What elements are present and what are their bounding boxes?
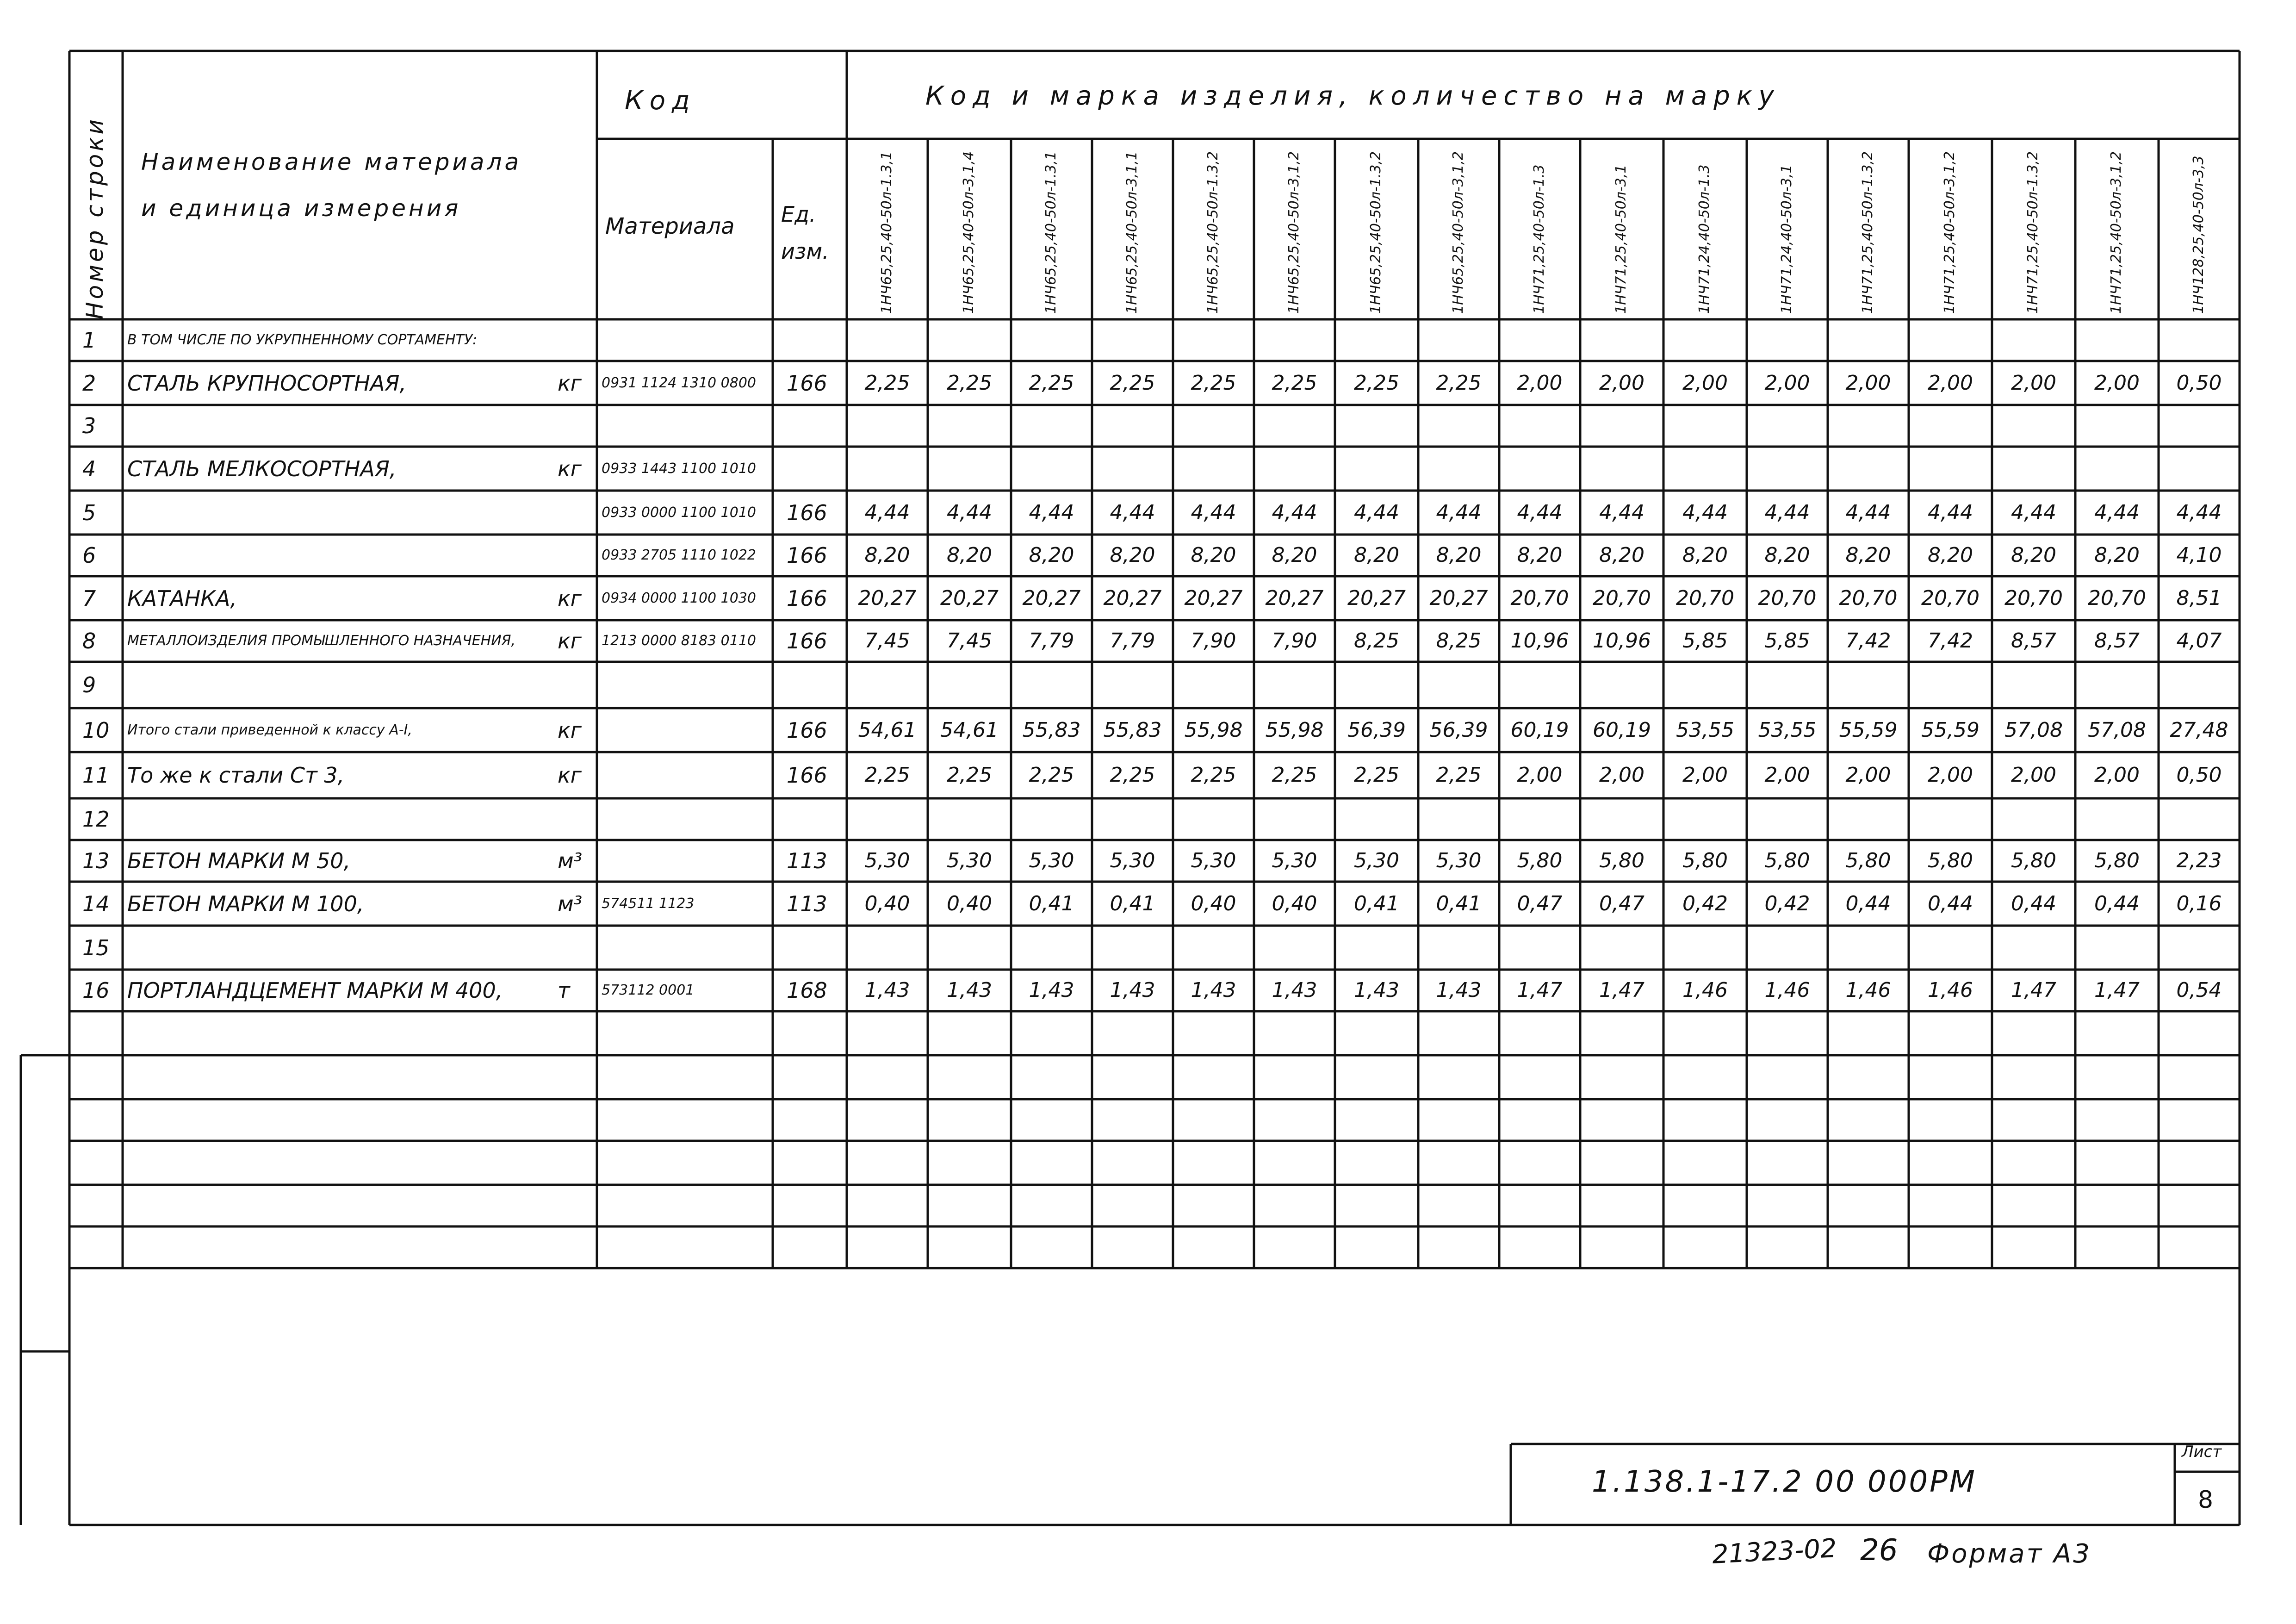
quantity-cell: 7,79 — [1029, 629, 1074, 653]
quantity-cell: 0,42 — [1682, 891, 1728, 915]
quantity-cell: 4,44 — [1764, 500, 1810, 524]
unit-label: кг — [558, 628, 582, 653]
quantity-cell: 2,00 — [1682, 371, 1728, 395]
quantity-cell: 10,96 — [1510, 629, 1569, 653]
quantity-cell: 2,00 — [1682, 763, 1728, 787]
quantity-cell: 2,25 — [1029, 371, 1074, 395]
quantity-cell: 60,19 — [1510, 718, 1569, 742]
quantity-cell: 8,20 — [1191, 543, 1236, 567]
quantity-cell: 2,00 — [1517, 371, 1563, 395]
quantity-cell: 5,30 — [1272, 849, 1317, 872]
quantity-cell: 8,20 — [2094, 543, 2140, 567]
quantity-cell: 5,30 — [1110, 849, 1155, 872]
material-name: БЕТОН МАРКИ М 50, — [127, 848, 351, 873]
quantity-cell: 53,55 — [1758, 718, 1817, 742]
unit-code: 168 — [787, 978, 827, 1003]
product-mark: 1НЧ65,25,40-50л-1.3,1 — [878, 151, 895, 314]
material-code: 0933 0000 1100 1010 — [602, 504, 756, 521]
quantity-cell: 5,80 — [1517, 849, 1563, 872]
quantity-cell: 0,40 — [1272, 891, 1317, 915]
quantity-cell: 4,44 — [1354, 500, 1399, 524]
product-mark: 1НЧ71,25,40-50л-3,1 — [1613, 164, 1629, 314]
header-code: Код — [625, 86, 696, 116]
quantity-cell: 8,20 — [1436, 543, 1482, 567]
quantity-cell: 2,25 — [1436, 763, 1482, 787]
archive-page: 26 — [1860, 1533, 1898, 1568]
quantity-cell: 53,55 — [1676, 718, 1734, 742]
quantity-cell: 0,41 — [1110, 891, 1155, 915]
row-number: 11 — [82, 763, 110, 788]
quantity-cell: 56,39 — [1429, 718, 1488, 742]
row-number: 9 — [82, 672, 96, 697]
quantity-cell: 20,70 — [2004, 586, 2063, 610]
quantity-cell: 0,42 — [1764, 891, 1810, 915]
product-mark: 1НЧ71,25,40-50л-1.3,2 — [2025, 151, 2041, 314]
material-name: Итого стали приведенной к классу А-I, — [127, 722, 412, 738]
quantity-cell: 5,80 — [1928, 849, 1973, 872]
quantity-cell: 2,25 — [1272, 763, 1317, 787]
quantity-cell: 2,25 — [947, 371, 992, 395]
row-number: 2 — [82, 370, 96, 396]
quantity-cell: 2,25 — [1436, 371, 1482, 395]
stamp-sheet-label: Лист — [2182, 1443, 2222, 1461]
product-mark: 1НЧ65,25,40-50л-3,1,2 — [1450, 151, 1466, 314]
row-number: 6 — [82, 543, 96, 568]
quantity-cell: 20,70 — [1839, 586, 1898, 610]
quantity-cell: 56,39 — [1347, 718, 1406, 742]
quantity-cell: 20,27 — [1265, 586, 1324, 610]
row-number: 7 — [82, 585, 96, 611]
quantity-cell: 7,90 — [1191, 629, 1236, 653]
quantity-cell: 0,41 — [1354, 891, 1399, 915]
quantity-cell: 7,42 — [1928, 629, 1973, 653]
quantity-cell: 55,83 — [1103, 718, 1162, 742]
unit-code: 166 — [787, 500, 827, 525]
quantity-cell: 4,44 — [2011, 500, 2056, 524]
quantity-cell: 1,46 — [1845, 978, 1891, 1002]
material-code: 574511 1123 — [602, 895, 695, 912]
quantity-cell: 5,80 — [1599, 849, 1644, 872]
unit-code: 113 — [787, 891, 827, 916]
quantity-cell: 1,43 — [1191, 978, 1236, 1002]
quantity-cell: 7,79 — [1110, 629, 1155, 653]
row-number: 16 — [82, 978, 110, 1003]
quantity-cell: 8,20 — [1682, 543, 1728, 567]
unit-label: кг — [558, 763, 582, 788]
quantity-cell: 2,00 — [2011, 371, 2056, 395]
material-name: БЕТОН МАРКИ М 100, — [127, 891, 364, 916]
unit-label: т — [558, 978, 570, 1003]
quantity-cell: 1,46 — [1682, 978, 1728, 1002]
unit-label: м³ — [558, 891, 583, 916]
quantity-cell: 20,27 — [858, 586, 917, 610]
quantity-cell: 20,70 — [2088, 586, 2146, 610]
quantity-cell: 55,83 — [1022, 718, 1081, 742]
quantity-cell: 8,51 — [2176, 586, 2222, 610]
quantity-cell: 20,27 — [1347, 586, 1406, 610]
quantity-cell: 2,23 — [2176, 849, 2222, 872]
quantity-cell: 8,20 — [1110, 543, 1155, 567]
quantity-cell: 4,44 — [864, 500, 910, 524]
quantity-cell: 0,40 — [864, 891, 910, 915]
quantity-cell: 4,44 — [1272, 500, 1317, 524]
quantity-cell: 0,41 — [1436, 891, 1482, 915]
quantity-cell: 2,25 — [1110, 371, 1155, 395]
quantity-cell: 2,00 — [1928, 371, 1973, 395]
quantity-cell: 4,44 — [1682, 500, 1728, 524]
material-code: 573112 0001 — [602, 982, 695, 998]
quantity-cell: 4,44 — [1436, 500, 1482, 524]
quantity-cell: 8,57 — [2094, 629, 2140, 653]
stamp-sheet-number: 8 — [2198, 1486, 2214, 1514]
quantity-cell: 2,00 — [2094, 371, 2140, 395]
header-product: Код и марка изделия, количество на марку — [925, 81, 1781, 111]
quantity-cell: 0,44 — [1928, 891, 1973, 915]
material-name: То же к стали Ст 3, — [127, 763, 345, 788]
unit-label: кг — [558, 585, 582, 611]
quantity-cell: 2,00 — [1928, 763, 1973, 787]
quantity-cell: 2,25 — [1354, 763, 1399, 787]
quantity-cell: 10,96 — [1593, 629, 1651, 653]
row-number: 12 — [82, 807, 110, 832]
quantity-cell: 7,45 — [947, 629, 992, 653]
format-label: Формат А3 — [1927, 1539, 2091, 1569]
quantity-cell: 1,43 — [1029, 978, 1074, 1002]
quantity-cell: 4,44 — [2094, 500, 2140, 524]
quantity-cell: 8,20 — [1272, 543, 1317, 567]
quantity-cell: 1,46 — [1928, 978, 1973, 1002]
product-mark: 1НЧ71,25,40-50л-1.3,2 — [1859, 151, 1876, 314]
quantity-cell: 1,43 — [1436, 978, 1482, 1002]
quantity-cell: 55,98 — [1184, 718, 1243, 742]
quantity-cell: 0,50 — [2176, 371, 2222, 395]
quantity-cell: 0,16 — [2176, 891, 2222, 915]
quantity-cell: 1,47 — [2094, 978, 2140, 1002]
product-mark: 1НЧ71,25,40-50л-1.3 — [1531, 164, 1547, 314]
material-name: В ТОМ ЧИСЛЕ ПО УКРУПНЕННОМУ СОРТАМЕНТУ: — [127, 332, 478, 348]
material-code: 0933 1443 1100 1010 — [602, 460, 756, 477]
quantity-cell: 8,20 — [2011, 543, 2056, 567]
row-number: 4 — [82, 456, 96, 481]
quantity-cell: 4,44 — [1928, 500, 1973, 524]
unit-label: кг — [558, 370, 582, 396]
quantity-cell: 8,20 — [1354, 543, 1399, 567]
material-code: 0933 2705 1110 1022 — [602, 547, 756, 563]
quantity-cell: 8,20 — [1599, 543, 1644, 567]
quantity-cell: 7,42 — [1845, 629, 1891, 653]
quantity-cell: 5,80 — [2011, 849, 2056, 872]
quantity-cell: 2,25 — [1191, 763, 1236, 787]
quantity-cell: 20,70 — [1921, 586, 1980, 610]
material-name: МЕТАЛЛОИЗДЕЛИЯ ПРОМЫШЛЕННОГО НАЗНАЧЕНИЯ, — [127, 633, 516, 649]
row-number: 10 — [82, 717, 110, 743]
quantity-cell: 2,25 — [1110, 763, 1155, 787]
product-mark: 1НЧ71,25,40-50л-3,1,2 — [1942, 151, 1958, 314]
quantity-cell: 5,30 — [864, 849, 910, 872]
quantity-cell: 8,25 — [1354, 629, 1399, 653]
quantity-cell: 0,40 — [1191, 891, 1236, 915]
product-mark: 1НЧ65,25,40-50л-3,1,4 — [961, 151, 977, 314]
quantity-cell: 55,98 — [1265, 718, 1324, 742]
quantity-cell: 20,27 — [1184, 586, 1243, 610]
row-number: 8 — [82, 628, 96, 653]
quantity-cell: 0,50 — [2176, 763, 2222, 787]
unit-label: кг — [558, 717, 582, 743]
row-number: 14 — [82, 891, 110, 916]
row-number: 1 — [82, 328, 96, 353]
quantity-cell: 5,80 — [1845, 849, 1891, 872]
quantity-cell: 55,59 — [1921, 718, 1980, 742]
quantity-cell: 5,80 — [2094, 849, 2140, 872]
quantity-cell: 2,25 — [864, 371, 910, 395]
quantity-cell: 2,25 — [1354, 371, 1399, 395]
quantity-cell: 4,44 — [1517, 500, 1563, 524]
quantity-cell: 20,70 — [1758, 586, 1817, 610]
product-mark: 1НЧ71,24,40-50л-1.3 — [1696, 164, 1713, 314]
row-number: 13 — [82, 848, 110, 873]
quantity-cell: 55,59 — [1839, 718, 1898, 742]
quantity-cell: 8,20 — [1928, 543, 1973, 567]
quantity-cell: 4,44 — [1845, 500, 1891, 524]
quantity-cell: 0,44 — [2011, 891, 2056, 915]
quantity-cell: 27,48 — [2170, 718, 2228, 742]
quantity-cell: 20,27 — [1429, 586, 1488, 610]
quantity-cell: 5,80 — [1682, 849, 1728, 872]
quantity-cell: 1,47 — [1599, 978, 1644, 1002]
unit-code: 113 — [787, 848, 827, 873]
quantity-cell: 20,70 — [1510, 586, 1569, 610]
header-material: Материала — [605, 213, 735, 239]
quantity-cell: 2,00 — [1517, 763, 1563, 787]
quantity-cell: 8,20 — [1517, 543, 1563, 567]
quantity-cell: 8,25 — [1436, 629, 1482, 653]
quantity-cell: 2,00 — [1764, 763, 1810, 787]
quantity-cell: 2,00 — [1599, 763, 1644, 787]
quantity-cell: 2,00 — [1845, 763, 1891, 787]
quantity-cell: 4,07 — [2176, 629, 2222, 653]
unit-label: кг — [558, 456, 582, 481]
quantity-cell: 7,90 — [1272, 629, 1317, 653]
product-mark: 1НЧ71,25,40-50л-3,1,2 — [2108, 151, 2124, 314]
quantity-cell: 1,47 — [1517, 978, 1563, 1002]
quantity-cell: 5,30 — [1354, 849, 1399, 872]
material-name: КАТАНКА, — [127, 585, 237, 611]
quantity-cell: 54,61 — [940, 718, 999, 742]
row-number: 15 — [82, 935, 110, 960]
quantity-cell: 2,00 — [2011, 763, 2056, 787]
quantity-cell: 1,43 — [1272, 978, 1317, 1002]
product-mark: 1НЧ65,25,40-50л-3,1,1 — [1123, 151, 1140, 314]
quantity-cell: 5,30 — [1436, 849, 1482, 872]
material-name: ПОРТЛАНДЦЕМЕНТ МАРКИ М 400, — [127, 978, 503, 1003]
quantity-cell: 8,20 — [864, 543, 910, 567]
quantity-cell: 5,30 — [947, 849, 992, 872]
quantity-cell: 60,19 — [1593, 718, 1651, 742]
quantity-cell: 1,43 — [1354, 978, 1399, 1002]
header-unit-line2: изм. — [781, 239, 829, 264]
quantity-cell: 20,27 — [1103, 586, 1162, 610]
material-code: 1213 0000 8183 0110 — [602, 633, 756, 649]
quantity-cell: 2,25 — [864, 763, 910, 787]
stamp-doc-code: 1.138.1-17.2 00 000РМ — [1592, 1465, 1977, 1499]
unit-code: 166 — [787, 370, 827, 396]
product-mark: 1НЧ128,25,40-50л-3,3 — [2190, 156, 2207, 314]
quantity-cell: 4,10 — [2176, 543, 2222, 567]
quantity-cell: 4,44 — [1029, 500, 1074, 524]
quantity-cell: 2,25 — [947, 763, 992, 787]
quantity-cell: 20,27 — [1022, 586, 1081, 610]
quantity-cell: 4,44 — [1599, 500, 1644, 524]
product-mark: 1НЧ65,25,40-50л-1.3,1 — [1043, 151, 1059, 314]
header-name-line2: и единица измерения — [141, 195, 461, 222]
quantity-cell: 0,47 — [1599, 891, 1644, 915]
quantity-cell: 2,25 — [1029, 763, 1074, 787]
quantity-cell: 2,25 — [1191, 371, 1236, 395]
unit-code: 166 — [787, 717, 827, 743]
quantity-cell: 4,44 — [1110, 500, 1155, 524]
quantity-cell: 0,47 — [1517, 891, 1563, 915]
unit-code: 166 — [787, 763, 827, 788]
quantity-cell: 1,43 — [864, 978, 910, 1002]
quantity-cell: 8,57 — [2011, 629, 2056, 653]
quantity-cell: 5,30 — [1191, 849, 1236, 872]
quantity-cell: 0,44 — [2094, 891, 2140, 915]
quantity-cell: 54,61 — [858, 718, 917, 742]
unit-code: 166 — [787, 585, 827, 611]
quantity-cell: 2,00 — [1599, 371, 1644, 395]
product-mark: 1НЧ71,24,40-50л-3,1 — [1778, 164, 1795, 314]
quantity-cell: 7,45 — [864, 629, 910, 653]
quantity-cell: 1,43 — [947, 978, 992, 1002]
quantity-cell: 2,00 — [1845, 371, 1891, 395]
archive-number: 21323-02 — [1711, 1533, 1838, 1570]
quantity-cell: 8,20 — [1029, 543, 1074, 567]
quantity-cell: 20,27 — [940, 586, 999, 610]
quantity-cell: 1,43 — [1110, 978, 1155, 1002]
quantity-cell: 57,08 — [2004, 718, 2063, 742]
quantity-cell: 5,85 — [1764, 629, 1810, 653]
unit-label: м³ — [558, 848, 583, 873]
quantity-cell: 4,44 — [947, 500, 992, 524]
product-mark: 1НЧ65,25,40-50л-1.3,2 — [1204, 151, 1221, 314]
quantity-cell: 8,20 — [1764, 543, 1810, 567]
row-number: 3 — [82, 413, 96, 438]
unit-code: 166 — [787, 628, 827, 653]
quantity-cell: 20,70 — [1593, 586, 1651, 610]
quantity-cell: 20,70 — [1676, 586, 1734, 610]
header-row-number: Номер строки — [81, 117, 108, 319]
quantity-cell: 0,54 — [2176, 978, 2222, 1002]
quantity-cell: 2,00 — [1764, 371, 1810, 395]
product-mark: 1НЧ65,25,40-50л-3,1,2 — [1285, 151, 1302, 314]
product-mark: 1НЧ65,25,40-50л-1.3,2 — [1368, 151, 1384, 314]
quantity-cell: 0,41 — [1029, 891, 1074, 915]
quantity-cell: 1,47 — [2011, 978, 2056, 1002]
unit-code: 166 — [787, 543, 827, 568]
material-name: СТАЛЬ КРУПНОСОРТНАЯ, — [127, 370, 407, 396]
quantity-cell: 4,44 — [2176, 500, 2222, 524]
quantity-cell: 57,08 — [2088, 718, 2146, 742]
material-name: СТАЛЬ МЕЛКОСОРТНАЯ, — [127, 456, 397, 481]
quantity-cell: 0,40 — [947, 891, 992, 915]
row-number: 5 — [82, 500, 96, 525]
quantity-cell: 2,00 — [2094, 763, 2140, 787]
quantity-cell: 0,44 — [1845, 891, 1891, 915]
quantity-cell: 8,20 — [1845, 543, 1891, 567]
quantity-cell: 1,46 — [1764, 978, 1810, 1002]
quantity-cell: 5,85 — [1682, 629, 1728, 653]
quantity-cell: 2,25 — [1272, 371, 1317, 395]
header-name-line1: Наименование материала — [141, 149, 522, 175]
material-code: 0934 0000 1100 1030 — [602, 590, 756, 606]
quantity-cell: 5,30 — [1029, 849, 1074, 872]
quantity-cell: 8,20 — [947, 543, 992, 567]
quantity-cell: 5,80 — [1764, 849, 1810, 872]
header-unit-line1: Ед. — [781, 202, 816, 227]
material-code: 0931 1124 1310 0800 — [602, 374, 756, 391]
quantity-cell: 4,44 — [1191, 500, 1236, 524]
